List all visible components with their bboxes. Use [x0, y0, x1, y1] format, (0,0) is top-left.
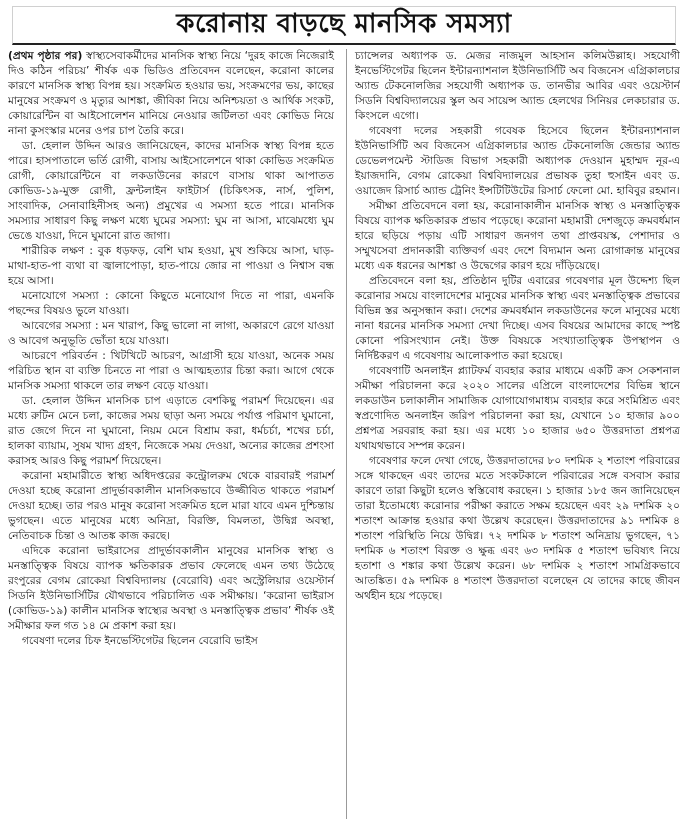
article-columns [8, 49, 680, 819]
paragraph: প্রতিবেদনে বলা হয়, প্রতিষ্ঠান দুটির এবারের গবেষণার মূল উদ্দেশ্য ছিল করোনার সময়ে বাংলাদেশের মানুষের মানসিক স্বাস্থ্য এবং মনস্তাত্ত্বিক প্রভাবের বিভিন্ন স্তর অনুসন্ধান করা। দেশের ক্রমবর্ধমান লকডাউনের ফলে মানুষের মধ্যে নানা ধরনের মানসিক সমস্যা দেখা দিচ্ছে। এসব বিষয়ের আমাদের কাছে স্পষ্ট কোনো পরিসংখ্যান নেই। উক্ত বিষয়কে সংখ্যাতাত্ত্বিক উপস্থাপন ও নির্দিষ্টকরণ এ গবেষণায় আলোকপাত করা হয়েছে। [355, 275, 680, 362]
paragraph: আবেগের সমস্যা : মন খারাপ, কিছু ভালো না লাগা, অকারণে রেগে যাওয়া ও আবেগ অনুভূতি ভোঁতা হয়ে যাওয়া। [8, 320, 334, 347]
paragraph: গবেষণার ফলে দেখা গেছে, উত্তরদাতাদের ৮০ দশমিক ২ শতাংশ পরিবারের সঙ্গে থাকছেন এবং তাদের মতে সংকটকালে পরিবারের সঙ্গে বসবাস করার কারণে তারা কিছুটা হলেও স্বস্তিবোধ করছেন। ১ হাজার ১৮৫ জন জানিয়েছেন তারা ইতোমধ্যে করোনার পরীক্ষা করাতে সক্ষম হয়েছেন এবং ২৯ দশমিক ২০ শতাংশ আক্রান্ত হওয়ার কথা উল্লেখ করেছেন। উত্তরদাতাদের ৯১ দশমিক ৪ শতাংশ পরিস্থিতি নিয়ে উদ্বিগ্ন। ৭২ দশমিক ৮ শতাংশ অনিদ্রায় ভুগছেন, ৭১ দশমিক ৬ শতাংশ বিরক্ত ও ক্ষুব্ধ এবং ৬৩ দশমিক ৫ শতাংশ ভবিষ্যৎ নিয়ে হতাশা ও শঙ্কার কথা উল্লেখ করেন। ৬৮ দশমিক ২ শতাংশ সামগ্রিকভাবে আতঙ্কিত। ৫৯ দশমিক ৪ শতাংশ উত্তরদাতা বলেছেন যে তাদের কাছে জীবন অর্থহীন হয়ে পড়েছে। [355, 455, 680, 602]
paragraph-text: স্বাস্থ্যসেবাকর্মীদের মানসিক স্বাস্থ্য নিয়ে ‘দুরহ কাজে নিজেরাই দিও কঠিন পরিচয়’ শীর্ষক এক ভিডিও প্রতিবেদন বলেছেন, করোনা কালের কারণে মানসিক স্বাস্থ্য বিপন্ন হয়। সংক্রমিত হওয়ার ভয়, সংক্রমণের ভয়, কাছের মানুষের সংক্রমণ ও মৃত্যুর আশঙ্কা, জীবিকা নিয়ে অনিশ্চয়তা ও আর্থিক সংকট, কোয়ারেন্টিন বা আইসোলেশন মানিয়ে নেওয়ার জটিলতা এবং কোভিড নিয়ে নানা কুসংস্কার মনের ওপর চাপ তৈরি করে। [8, 50, 334, 137]
paragraph: ডা. হেলাল উদ্দিন আরও জানিয়েছেন, কাদের মানসিক স্বাস্থ্য বিপন্ন হতে পারে। হাসপাতালে ভর্তি রোগী, বাসায় আইসোলেশনে থাকা কোভিড সংক্রমিত রোগী, কোয়ারেন্টিনে বা লকডাউনের কারণে বাসায় থাকা আপাতত কোভিড-১৯-মুক্ত রোগী, ফ্রন্টলাইন ফাইটার্স (চিকিৎসক, নার্স, পুলিশ, সাংবাদিক, সেনাবাহিনীসহ অন্য) প্রমুখের এ সমস্যা হতে পারে। মানসিক সমস্যার সাধারণ কিছু লক্ষণ মধ্যে ঘুমের সমস্যা: ঘুম না আসা, মাঝেমধ্যে ঘুম ভেঙে যাওয়া, দিনে ঘুমানো রাত জাগা। [8, 140, 334, 242]
column-right [346, 49, 680, 819]
paragraph: এদিকে করোনা ভাইরাসের প্রাদুর্ভাবকালীন মানুষের মানসিক স্বাস্থ্য ও মনস্তাত্ত্বিক বিষয়ে ব্যাপক ক্ষতিকারক প্রভাব ফেলেছে এমন তথ্য উঠেছে রংপুরের বেগম রোকেয়া বিশ্ববিদ্যালয় (বেরোবি) এবং অস্ট্রেলিয়ার ওয়েস্টার্ন সিডনি ইউনিভার্সিটির যৌথভাবে পরিচালিত এক সমীক্ষায়। ‘করোনা ভাইরাস (কোভিড-১৯) কালীন মানসিক স্বাস্থ্যের অবস্থা ও মনস্তাত্ত্বিক প্রভাব’ শীর্ষক ওই সমীক্ষার ফল গত ১৪ মে প্রকাশ করা হয়। [8, 545, 334, 632]
continuation-lead: (প্রথম পৃষ্ঠার পর) [8, 50, 83, 62]
column-left [8, 49, 336, 819]
paragraph: চ্যান্সেলর অধ্যাপক ড. মেজর নাজমুল আহসান কলিমউল্লাহ। সহযোগী ইনভেস্টিগেটর ছিলেন ইন্টারন্যাশনাল ইউনিভার্সিটি অব বিজনেস এগ্রিকালচার অ্যান্ড টেকনোলজির সহযোগী অধ্যাপক ড. তানভীর আবির এবং ওয়েস্টার্ন সিডনি বিশ্ববিদ্যালয়ের স্কুল অব সায়েন্স অ্যান্ড হেলথের সিনিয়র লেকচারার ড. কিংসলে এগো। [355, 50, 680, 122]
paragraph: সমীক্ষা প্রতিবেদনে বলা হয়, করোনাকালীন মানসিক স্বাস্থ্য ও মনস্তাত্ত্বিক বিষয়ে ব্যাপক ক্ষতিকারক প্রভাব পড়েছে। করোনা মহামারী দেশজুড়ে ক্রমবর্ধমান হারে ছড়িয়ে পড়ায় এটি সাধারণ জনগণ তথা প্রাপ্তবয়স্ক, পেশাদার ও সম্মুখসেবা প্রদানকারী ব্যক্তিবর্গ এবং দেশে বিদ্যমান অন্য রোগাক্রান্ত মানুষের মধ্যে এক ধরনের আশঙ্কা ও উদ্বেগের কারণ হয়ে দাঁড়িয়েছে। [355, 200, 680, 272]
paragraph: শারীরিক লক্ষণ : বুক ধড়ফড়, বেশি ঘাম হওয়া, মুখ শুকিয়ে আসা, ঘাড়-মাথা-হাত-পা ব্যথা বা জ্বালাপোড়া, হাত-পায়ে জোর না পাওয়া ও নিশ্বাস বন্ধ হয়ে আসা। [8, 245, 334, 287]
paragraph: ডা. হেলাল উদ্দিন মানসিক চাপ এড়াতে বেশকিছু পরামর্শ দিয়েছেন। এর মধ্যে রুটিন মেনে চলা, কাজের সময় ছাড়া অন্য সময়ে পর্যাপ্ত পরিমাণ ঘুমানো, রাত জেগে দিনে না ঘুমানো, নিয়ম মেনে বিশ্রাম করা, ধর্মচর্চা, শখের চর্চা, হালকা ব্যায়াম, সুষম খাদ্য গ্রহণ, নিজেকে সময় দেওয়া, অন্যের কাজের প্রশংসা করাসহ আরও কিছু পরামর্শ দিয়েছেন। [8, 395, 334, 467]
paragraph: গবেষণাটি অনলাইন প্ল্যাটফর্ম ব্যবহার করার মাধ্যমে একটি ক্রস সেকশনাল সমীক্ষা পরিচালনা করে ২০২০ সালের এপ্রিলে বাংলাদেশের বিভিন্ন স্থানে লকডাউন চলাকালীন সামাজিক যোগাযোগমাধ্যম ব্যবহার করে সংমিশ্রিত এবং স্বপ্রণোদিত অনলাইন জরিপ পরিচালনা করা হয়, যেখানে ১০ হাজার ৯০০ প্রশ্নপত্র সরবরাহ করা হয়। এর মধ্যে ১০ হাজার ৬৫০ উত্তরদাতা প্রশ্নপত্র যথাযথভাবে সম্পন্ন করেন। [355, 365, 680, 452]
paragraph: মনোযোগে সমস্যা : কোনো কিছুতে মনোযোগ দিতে না পারা, এমনকি পছন্দের বিষয়ও ভুলে যাওয়া। [8, 290, 334, 317]
newspaper-page [0, 6, 688, 824]
paragraph: আচরণে পরিবর্তন : খিটখিটে আচরণ, আগ্রাসী হয়ে যাওয়া, অনেক সময় পরিচিত স্থান বা ব্যক্তি চিনতে না পারা ও আত্মহত্যার চিন্তা করা। আগে থেকে মানসিক সমস্যা থাকলে তার লক্ষণ বেড়ে যাওয়া। [8, 350, 334, 392]
headline: করোনায় বাড়ছে মানসিক সমস্যা [12, 6, 676, 45]
paragraph [8, 49, 334, 139]
paragraph: গবেষণা দলের চিফ ইনভেস্টিগেটর ছিলেন বেরোবি ভাইস [22, 635, 258, 647]
paragraph: গবেষণা দলের সহকারী গবেষক হিসেবে ছিলেন ইন্টারন্যাশনাল ইউনিভার্সিটি অব বিজনেস এগ্রিকালচার অ্যান্ড টেকনোলজি জেন্ডার অ্যান্ড ডেভেলপমেন্ট স্টাডিজ বিভাগ সহকারী অধ্যাপক দেওয়ান মুহাম্মদ নূর-এ ইয়াজদানি, বেগম রোকেয়া বিশ্ববিদ্যালয়ের প্রভাষক তুহা হুসাইন এবং ড. ওয়াজেদ রিসার্চ অ্যান্ড ট্রেনিং ইন্সটিটিউটের রিসার্চ ফেলো মো. হাবিবুর রহমান। [355, 125, 680, 197]
paragraph: করোনা মহামারীতে স্বাস্থ্য অধিদপ্তরের কন্ট্রোলরুম থেকে বারবারই পরামর্শ দেওয়া হচ্ছে করোনা প্রাদুর্ভাবকালীন মানসিকভাবে উজ্জীবিত থাকতে পরামর্শ দেওয়া হচ্ছে। তার পরও মানুষ করোনা সংক্রমিত হলে মারা যাবে এমন দুশ্চিন্তায় ভুগছেন। এতে মানুষের মধ্যে অনিদ্রা, বিরক্তি, বিমলতা, উদ্বিগ্ন অবস্থা, নেতিবাচক চিন্তা ও আতঙ্ক কাজ করছে। [8, 470, 334, 542]
